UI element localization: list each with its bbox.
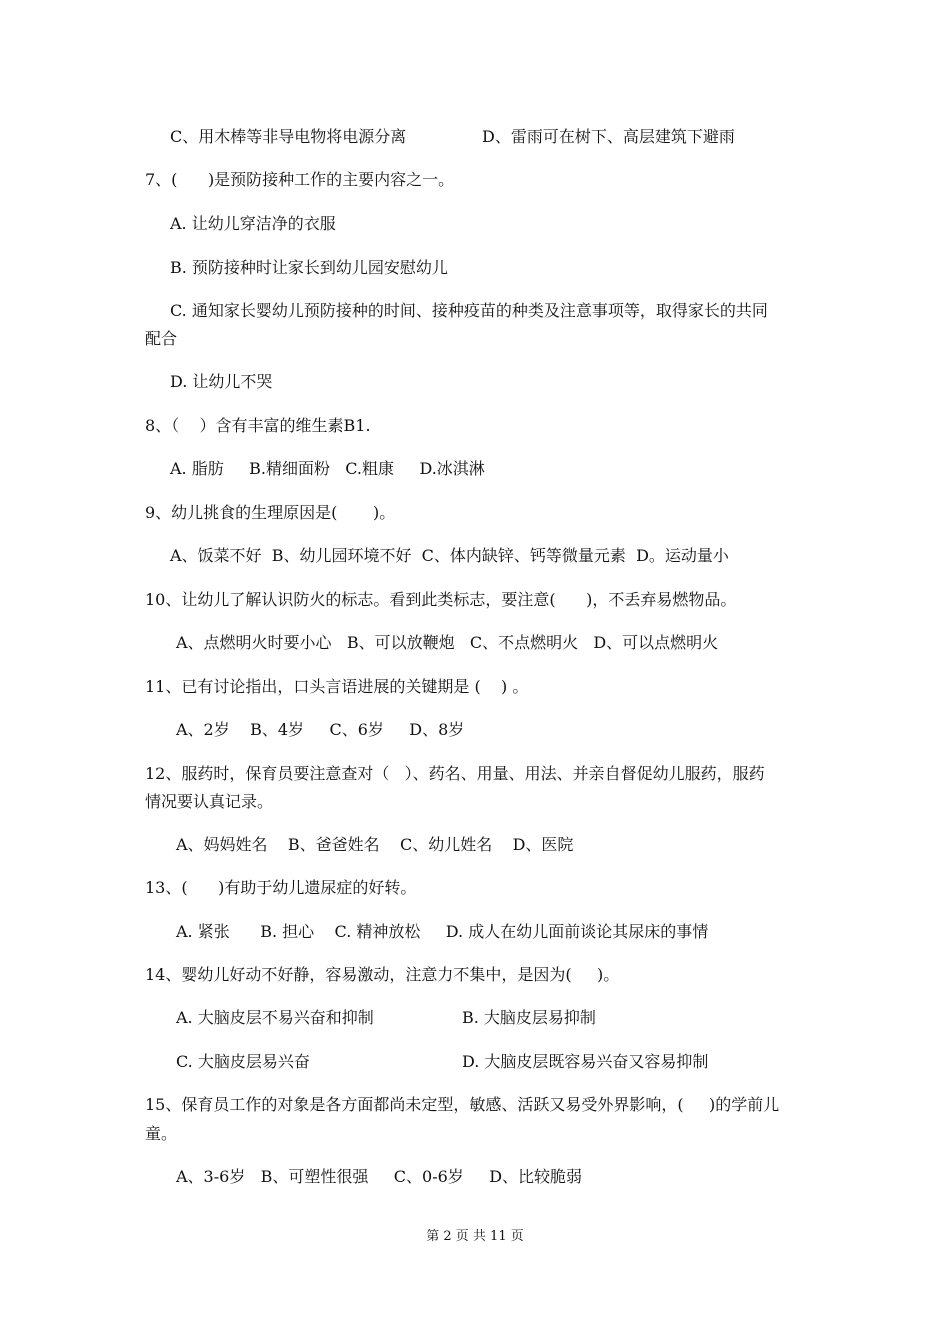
q7-option-c-continued: 配合 (145, 329, 178, 348)
question-9: 9、幼儿挑食的生理原因是( )。 (145, 503, 396, 522)
q14-option-d: D. 大脑皮层既容易兴奋又容易抑制 (462, 1052, 709, 1071)
question-12: 12、服药时，保育员要注意查对（ ）、药名、用量、用法、并亲自督促幼儿服药，服药 (145, 764, 765, 783)
q13-options: A. 紧张 B. 担心 C. 精神放松 D. 成人在幼儿面前谈论其尿床的事情 (176, 922, 709, 941)
question-13: 13、( )有助于幼儿遗尿症的好转。 (145, 878, 417, 897)
question-10: 10、让幼儿了解认识防火的标志。看到此类标志，要注意( )，不丢弃易燃物品。 (145, 590, 737, 609)
q12-options: A、妈妈姓名 B、爸爸姓名 C、幼儿姓名 D、医院 (176, 835, 574, 854)
q10-options: A、点燃明火时要小心 B、可以放鞭炮 C、不点燃明火 D、可以点燃明火 (176, 633, 719, 652)
question-15-continued: 童。 (145, 1124, 178, 1143)
q14-option-c: C. 大脑皮层易兴奋 (176, 1052, 310, 1071)
q7-option-a: A. 让幼儿穿洁净的衣服 (170, 214, 336, 233)
q14-option-b: B. 大脑皮层易抑制 (462, 1008, 596, 1027)
question-12-continued: 情况要认真记录。 (145, 792, 274, 811)
q7-option-b: B. 预防接种时让家长到幼儿园安慰幼儿 (170, 258, 448, 277)
q14-option-a: A. 大脑皮层不易兴奋和抑制 (176, 1008, 374, 1027)
q7-option-d: D. 让幼儿不哭 (170, 372, 273, 391)
question-8: 8、（ ）含有丰富的维生素B1. (145, 416, 371, 435)
page-footer: 第 2 页 共 11 页 (426, 1229, 524, 1244)
question-11: 11、已有讨论指出，口头言语进展的关键期是 ( ) 。 (145, 677, 529, 696)
question-7: 7、( )是预防接种工作的主要内容之一。 (145, 170, 455, 189)
q9-options: A、饭菜不好 B、幼儿园环境不好 C、体内缺锌、钙等微量元素 D。运动量小 (170, 546, 729, 565)
q15-options: A、3-6岁 B、可塑性很强 C、0-6岁 D、比较脆弱 (176, 1167, 583, 1186)
question-14: 14、婴幼儿好动不好静，容易激动，注意力不集中，是因为( )。 (145, 965, 620, 984)
q6-option-c: C、用木棒等非导电物将电源分离 (170, 127, 407, 146)
q8-options: A. 脂肪 B.精细面粉 C.粗康 D.冰淇淋 (170, 459, 485, 478)
q6-option-d: D、雷雨可在树下、高层建筑下避雨 (482, 127, 735, 146)
q11-options: A、2岁 B、4岁 C、6岁 D、8岁 (176, 720, 465, 739)
question-15: 15、保育员工作的对象是各方面都尚未定型，敏感、活跃又易受外界影响，( )的学前儿 (145, 1095, 780, 1114)
q7-option-c: C. 通知家长婴幼儿预防接种的时间、接种疫苗的种类及注意事项等，取得家长的共同 (170, 301, 768, 320)
